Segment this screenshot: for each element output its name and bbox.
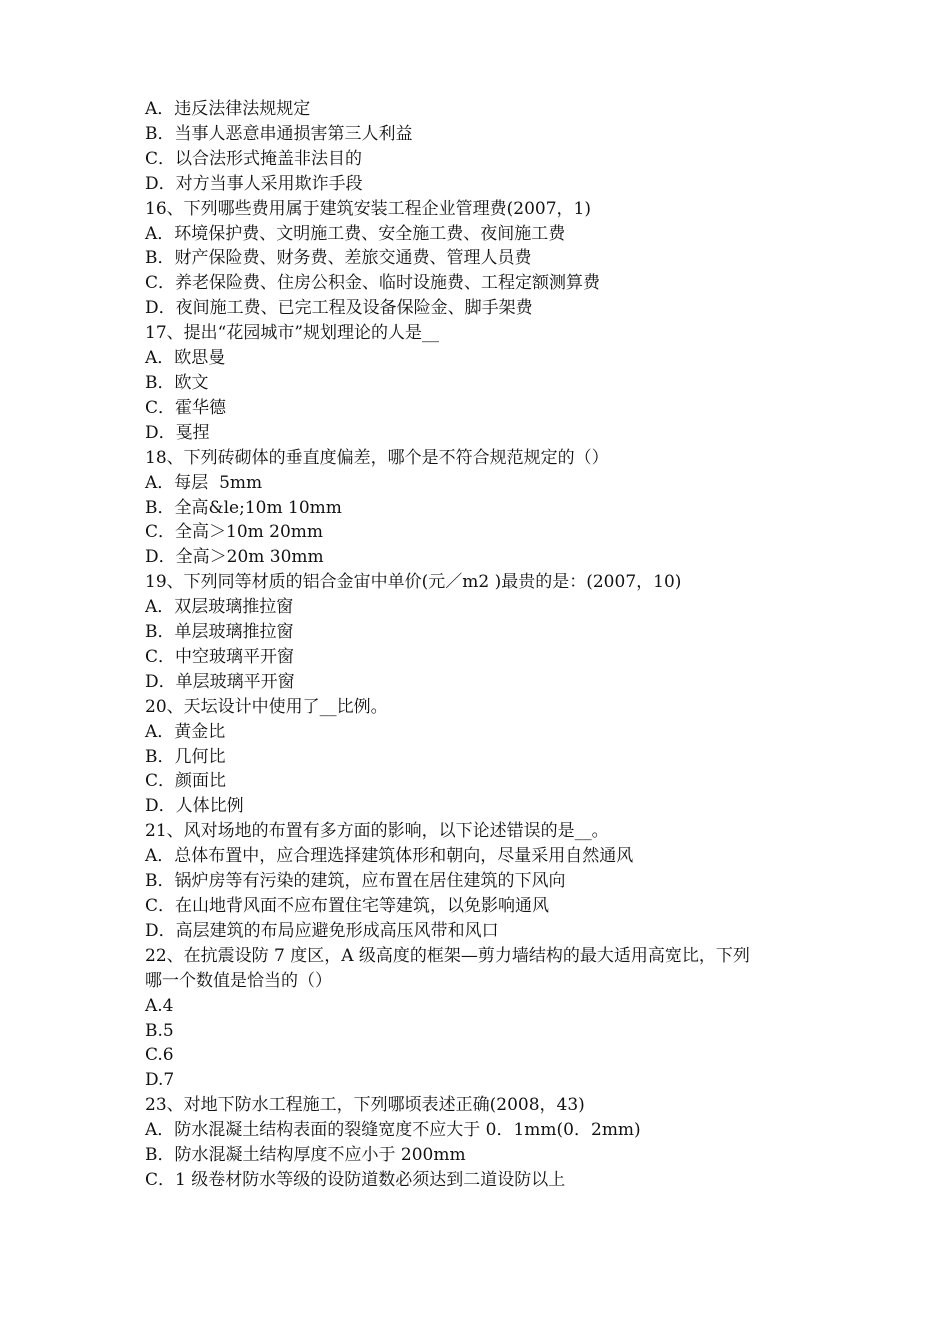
text-line: D．夜间施工费、已完工程及设备保险金、脚手架费	[145, 298, 533, 319]
text-line: C．霍华德	[145, 397, 227, 418]
text-line: C．颜面比	[145, 771, 227, 792]
text-line: C．全高＞10m 20mm	[145, 522, 324, 543]
question-17: 17、提出“花园城市”规划理论的人是__	[145, 323, 440, 344]
text-line: B．全高&le;10m 10mm	[145, 497, 342, 518]
text-line: A．违反法律法规规定	[145, 99, 311, 119]
question-18: 18、下列砖砌体的垂直度偏差，哪个是不符合规范规定的（）	[145, 447, 609, 468]
text-line: B.5	[145, 1020, 174, 1041]
question-16: 16、下列哪些费用属于建筑安装工程企业管理费(2007，1)	[145, 198, 591, 219]
text-line: D．人体比例	[145, 796, 244, 817]
text-line: 哪一个数值是恰当的（）	[145, 970, 332, 991]
question-22: 22、在抗震设防 7 度区，A 级高度的框架—剪力墙结构的最大适用高宽比，下列	[145, 945, 750, 966]
text-line: B．财产保险费、财务费、差旅交通费、管理人员费	[145, 248, 532, 269]
text-line: A．每层 5mm	[145, 472, 263, 493]
text-line: A.4	[145, 995, 174, 1016]
text-line: A．防水混凝土结构表面的裂缝宽度不应大于 0．1mm(0．2mm)	[145, 1120, 641, 1141]
text-line: A．双层玻璃推拉窗	[145, 597, 294, 618]
text-line: D．戛捏	[145, 422, 210, 443]
text-line: B．防水混凝土结构厚度不应小于 200mm	[145, 1145, 466, 1166]
text-line: D．高层建筑的布局应避免形成高压风带和风口	[145, 920, 499, 941]
document-body	[145, 97, 825, 1193]
text-line: D．对方当事人采用欺诈手段	[145, 173, 363, 194]
text-line: C．养老保险费、住房公积金、临时设施费、工程定额测算费	[145, 273, 601, 294]
text-line: A．黄金比	[145, 721, 226, 742]
text-line: A．总体布置中，应合理选择建筑体形和朝向，尽量采用自然通风	[145, 846, 634, 867]
text-line: B．当事人恶意串通损害第三人利益	[145, 123, 413, 144]
question-23: 23、对地下防水工程施工，下列哪顷表述正确(2008，43)	[145, 1095, 585, 1116]
text-line: C．1 级卷材防水等级的设防道数必须达到二道设防以上	[145, 1169, 566, 1190]
text-line: C．在山地背风面不应布置住宅等建筑，以免影响通风	[145, 896, 550, 916]
text-line: C．以合法形式掩盖非法目的	[145, 148, 363, 169]
text-line: C.6	[145, 1045, 174, 1066]
question-19: 19、下列同等材质的铝合金宙中单价(元／m2 )最贵的是：(2007，10)	[145, 572, 682, 593]
text-line: B．欧文	[145, 372, 209, 393]
text-line: A．环境保护费、文明施工费、安全施工费、夜间施工费	[145, 223, 566, 244]
text-line: C．中空玻璃平开窗	[145, 646, 295, 667]
text-line: B．锅炉房等有污染的建筑，应布置在居住建筑的下风向	[145, 871, 566, 892]
question-21: 21、风对场地的布置有多方面的影响，以下论述错误的是__。	[145, 821, 609, 842]
text-line: B．单层玻璃推拉窗	[145, 622, 294, 643]
text-line: B．几何比	[145, 746, 226, 767]
text-line: D.7	[145, 1070, 175, 1091]
text-line: A．欧思曼	[145, 348, 226, 369]
text-line: D．全高＞20m 30mm	[145, 547, 324, 568]
text-line: D．单层玻璃平开窗	[145, 671, 295, 692]
question-20: 20、天坛设计中使用了__比例。	[145, 696, 388, 717]
